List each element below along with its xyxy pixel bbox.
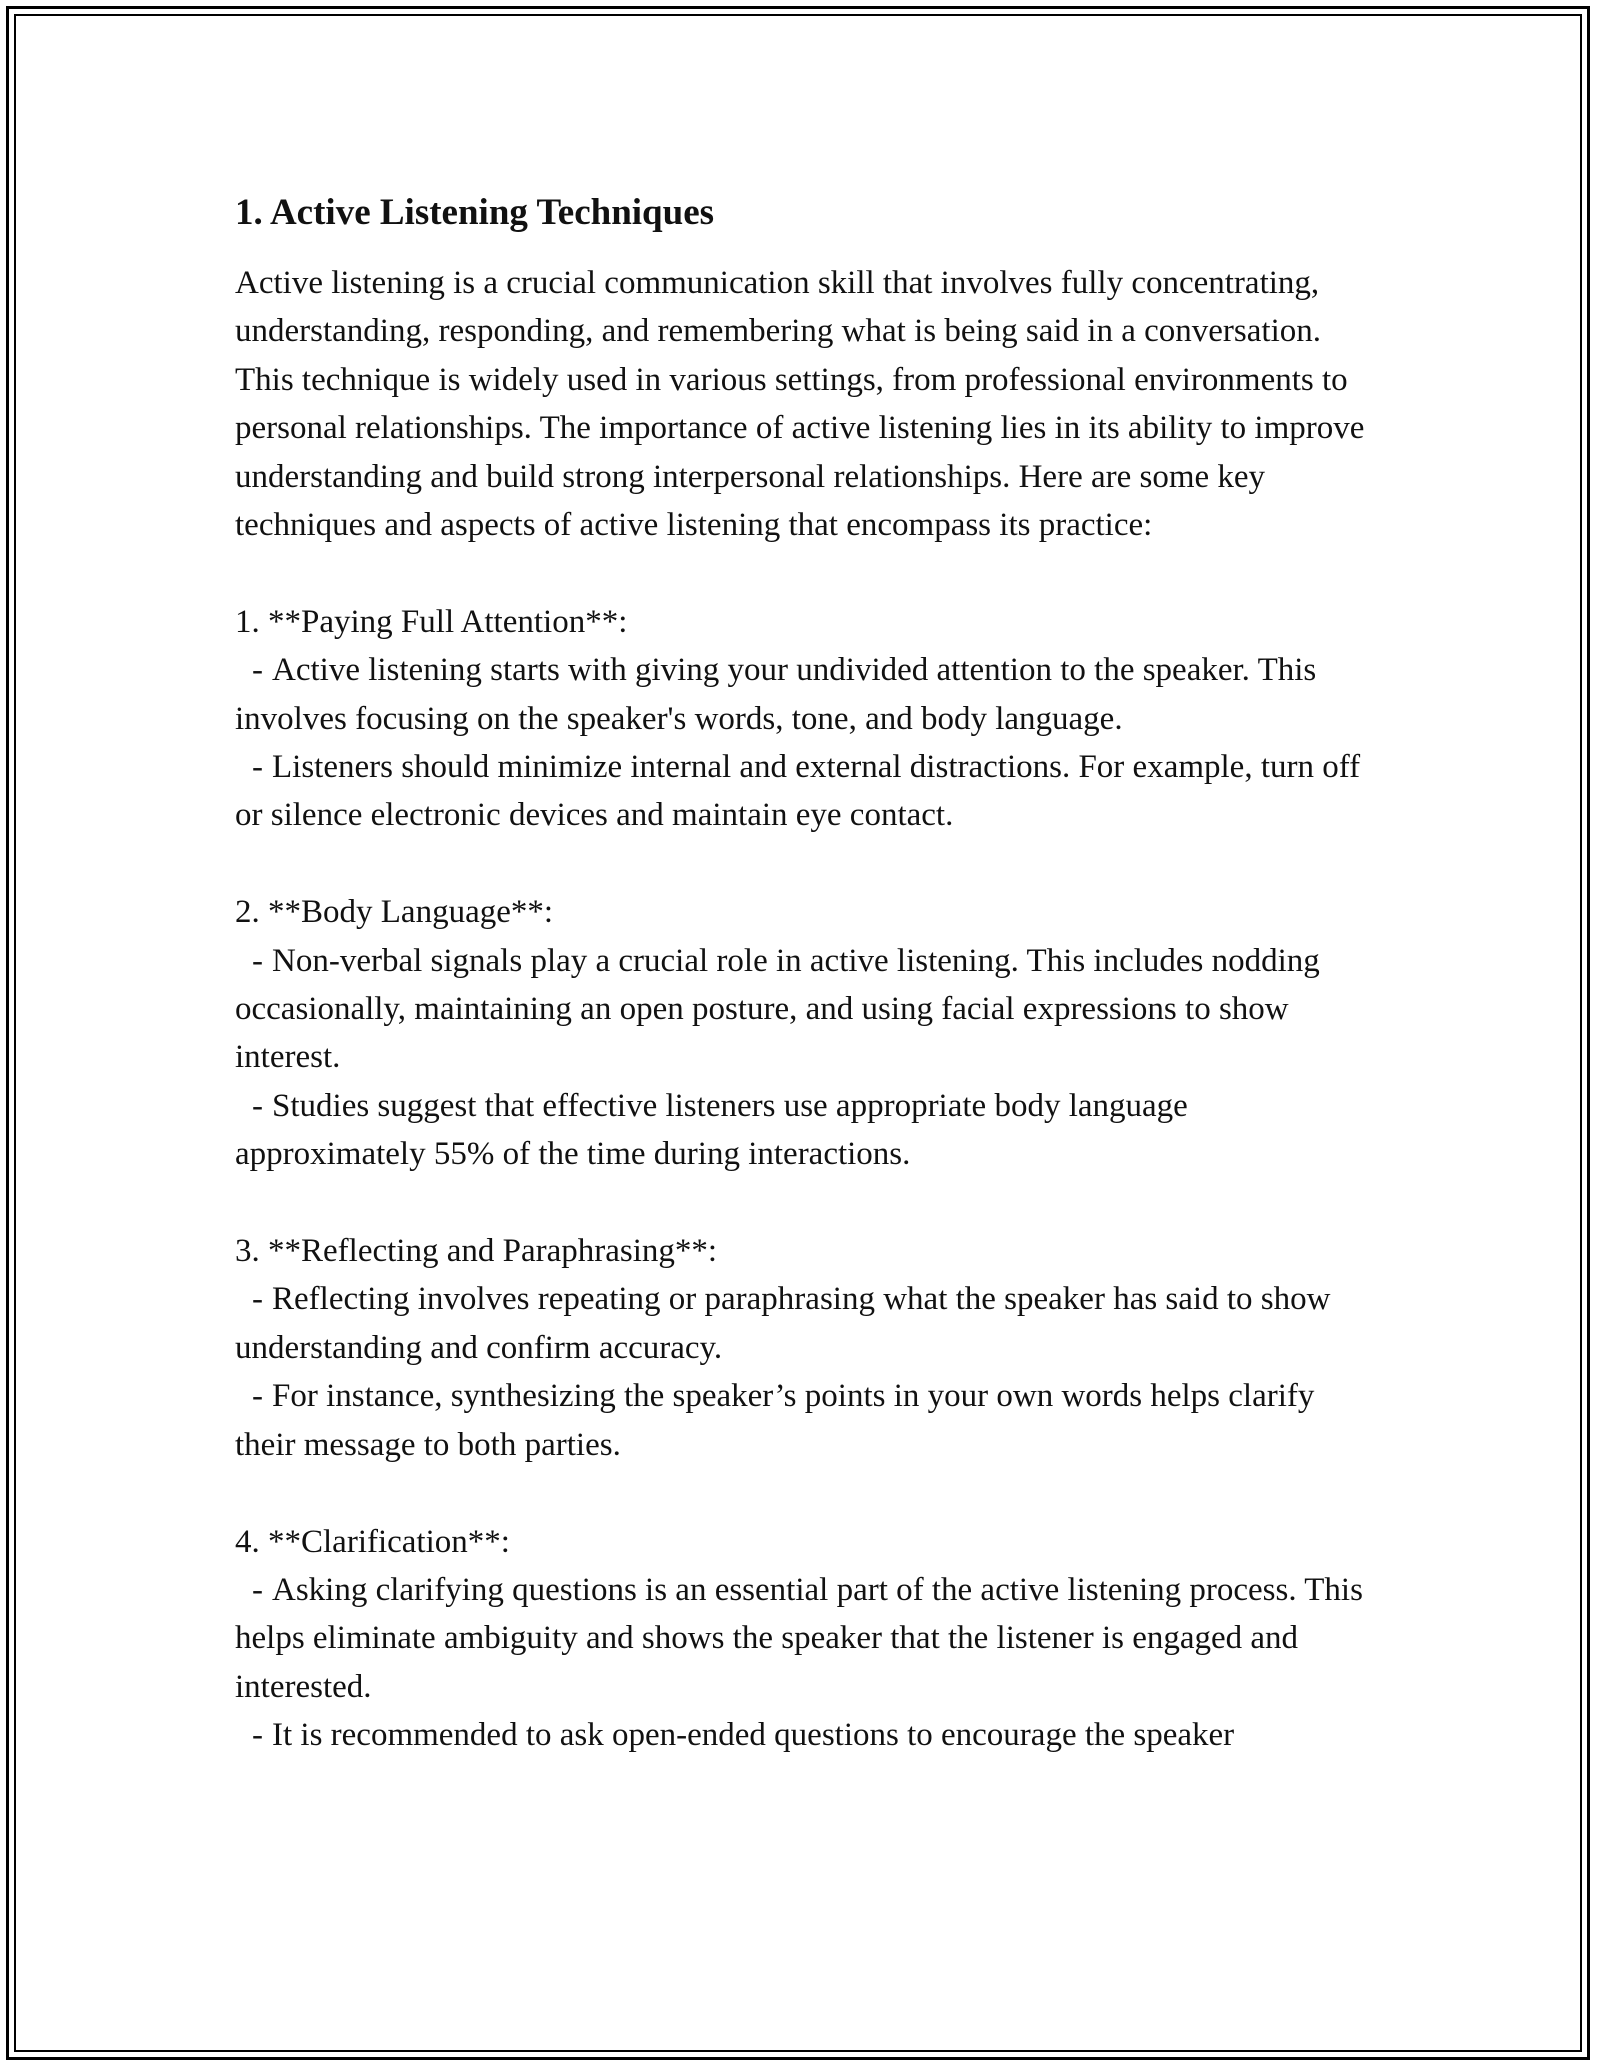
list-item-title: 3. **Reflecting and Paraphrasing**:: [235, 1233, 718, 1270]
spacer: [235, 549, 1375, 597]
list-item-bullet: [235, 1082, 1375, 1179]
list-item-clarification: [235, 1518, 1375, 1760]
bullet-text: Non-verbal signals play a crucial role in active listening. This includes nodding occasionally, maintaining an open posture, and using facial expressions to show interest.: [235, 942, 1320, 1076]
intro-paragraph: Active listening is a crucial communication skill that involves fully concentrating, understanding, responding, and remembering what is being said in a conversation. This technique is widely used in various settings, from professional environments to personal relationships. The importance of active listening lies in its ability to improve understanding and build strong interpersonal relationships. Here are some key techniques and aspects of active listening that encompass its practice:: [235, 265, 1373, 544]
list-item-bullet: [235, 1275, 1375, 1372]
spacer: [235, 1179, 1375, 1227]
bullet-dash: -: [252, 1378, 263, 1415]
bullet-dash: -: [252, 1717, 263, 1754]
list-item-title: 1. **Paying Full Attention**:: [235, 603, 628, 640]
bullet-dash: -: [252, 652, 263, 689]
bullet-dash: -: [252, 942, 263, 979]
section-heading: 1. Active Listening Techniques: [235, 192, 715, 233]
bullet-dash: -: [252, 749, 263, 786]
bullet-text: It is recommended to ask open-ended questions to encourage the speaker: [272, 1717, 1235, 1754]
list-item-reflecting-paraphrasing: [235, 1227, 1375, 1469]
document-body: [235, 185, 1375, 1760]
bullet-text: For instance, synthesizing the speaker’s points in your own words helps clarify their message to both parties.: [235, 1378, 1315, 1463]
bullet-text: Asking clarifying questions is an essential part of the active listening process. This helps eliminate ambiguity and shows the speaker that the listener is engaged and interested.: [235, 1571, 1363, 1705]
list-item-bullet: [235, 937, 1375, 1082]
list-item-bullet: [235, 1711, 1375, 1759]
list-item-title: 4. **Clarification**:: [235, 1523, 510, 1560]
spacer: [235, 1469, 1375, 1517]
bullet-text: Active listening starts with giving your undivided attention to the speaker. This involves focusing on the speaker's words, tone, and body language.: [235, 652, 1317, 737]
bullet-text: Studies suggest that effective listeners use appropriate body language approximately 55% of the time during interactions.: [235, 1087, 1188, 1173]
bullet-dash: -: [252, 1571, 263, 1608]
list-item-bullet: [235, 646, 1375, 743]
list-item-body-language: [235, 888, 1375, 1178]
list-item-bullet: [235, 1566, 1375, 1711]
bullet-text: Reflecting involves repeating or paraphrasing what the speaker has said to show understanding and confirm accuracy.: [235, 1281, 1331, 1366]
list-item-bullet: [235, 1372, 1375, 1469]
spacer: [235, 840, 1375, 888]
bullet-dash: -: [252, 1281, 263, 1318]
bullet-dash: -: [252, 1087, 263, 1124]
list-item-paying-full-attention: [235, 598, 1375, 840]
bullet-text: Listeners should minimize internal and external distractions. For example, turn off or silence electronic devices and maintain eye contact.: [235, 749, 1361, 834]
list-item-bullet: [235, 743, 1375, 840]
list-item-title: 2. **Body Language**:: [235, 894, 554, 931]
